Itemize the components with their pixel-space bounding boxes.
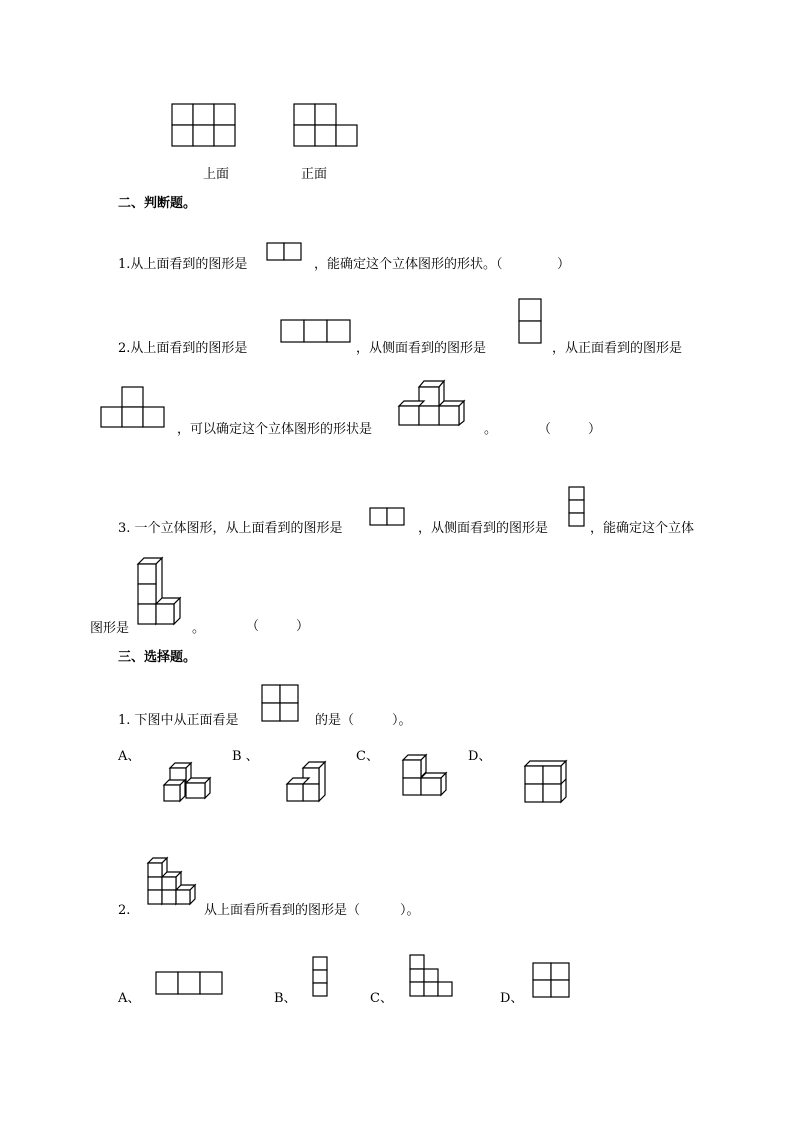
s3-q1-text-b: 的是（ — [315, 713, 355, 728]
s2-q2-paren-open: （ — [538, 422, 552, 437]
s3-q2-text-end: ）。 — [400, 903, 420, 918]
s2-q3-paren-open: （ — [246, 619, 260, 634]
s3-q1-option-b-figure — [285, 760, 329, 804]
s2-q3-paren-close: ） — [296, 619, 310, 634]
top-view-figure — [170, 102, 240, 148]
s2-q2-text-c: ，从正面看到的图形是 — [552, 341, 683, 356]
s2-q2-paren-close: ） — [588, 422, 602, 437]
front-view-figure — [292, 102, 362, 148]
s2-q2-text-a: 2.从上面看到的图形是 — [118, 341, 248, 356]
s3-q1-option-a-figure — [162, 758, 216, 804]
s3-q2-option-c: C、 — [370, 991, 393, 1006]
s2-q2-text-b: ，从侧面看到的图形是 — [356, 341, 487, 356]
s2-q2-side-view — [518, 298, 544, 346]
s2-q1-paren-close: ） — [557, 257, 571, 272]
s2-q3-solid-figure — [136, 556, 188, 628]
s2-q3-text-d: 图形是 — [90, 621, 130, 636]
s3-q2-option-c-figure — [408, 953, 454, 999]
s2-q3-text-a: 3. 一个立体图形，从上面看到的图形是 — [118, 521, 343, 536]
s3-q2-option-a-figure — [155, 971, 227, 997]
s2-q3-top-view — [369, 507, 407, 529]
s3-q1-option-c: C、 — [356, 749, 379, 764]
s3-q1-text-a: 1. 下图中从正面看是 — [118, 713, 239, 728]
s2-q1-text-b: ，能确定这个立体图形的形状。（ — [314, 257, 503, 272]
s2-q3-text-c: ，能确定这个立体 — [590, 521, 695, 536]
s2-q2-front-view — [101, 386, 169, 430]
s2-q2-period: 。 — [484, 422, 498, 437]
s3-q2-option-d-figure — [532, 962, 572, 1000]
section2-title: 二、判断题。 — [118, 196, 197, 211]
s3-q1-option-d: D、 — [468, 749, 492, 764]
s2-q3-text-b: ，从侧面看到的图形是 — [418, 521, 549, 536]
s2-q3-period: 。 — [192, 621, 206, 636]
front-view-label: 正面 — [301, 167, 328, 182]
s3-q1-option-d-figure — [523, 760, 569, 804]
s2-q2-top-view — [280, 319, 352, 345]
s2-q3-side-view — [568, 486, 588, 530]
s3-q2-number: 2. — [118, 903, 131, 918]
s3-q1-option-a: A、 — [118, 749, 141, 764]
s3-q2-option-d: D、 — [500, 991, 524, 1006]
s2-q1-text-a: 1.从上面看到的图形是 — [118, 257, 248, 272]
s3-q2-option-b: B、 — [274, 991, 297, 1006]
top-view-label: 上面 — [203, 167, 230, 182]
s2-q2-text-d: ，可以确定这个立体图形的形状是 — [177, 422, 373, 437]
s3-q1-option-c-figure — [401, 752, 451, 798]
s3-q2-solid-figure — [146, 856, 198, 910]
s3-q2-text: 从上面看所看到的图形是（ — [204, 903, 361, 918]
s3-q1-option-b: B 、 — [232, 749, 259, 764]
s3-q2-option-a: A、 — [118, 991, 141, 1006]
s2-q1-top-view — [266, 242, 306, 264]
s2-q2-solid-figure — [398, 378, 472, 430]
s3-q2-option-b-figure — [312, 956, 330, 1000]
s3-q1-text-c: ）。 — [392, 713, 412, 728]
s3-q1-front-view — [261, 684, 303, 724]
section3-title: 三、选择题。 — [118, 650, 197, 665]
